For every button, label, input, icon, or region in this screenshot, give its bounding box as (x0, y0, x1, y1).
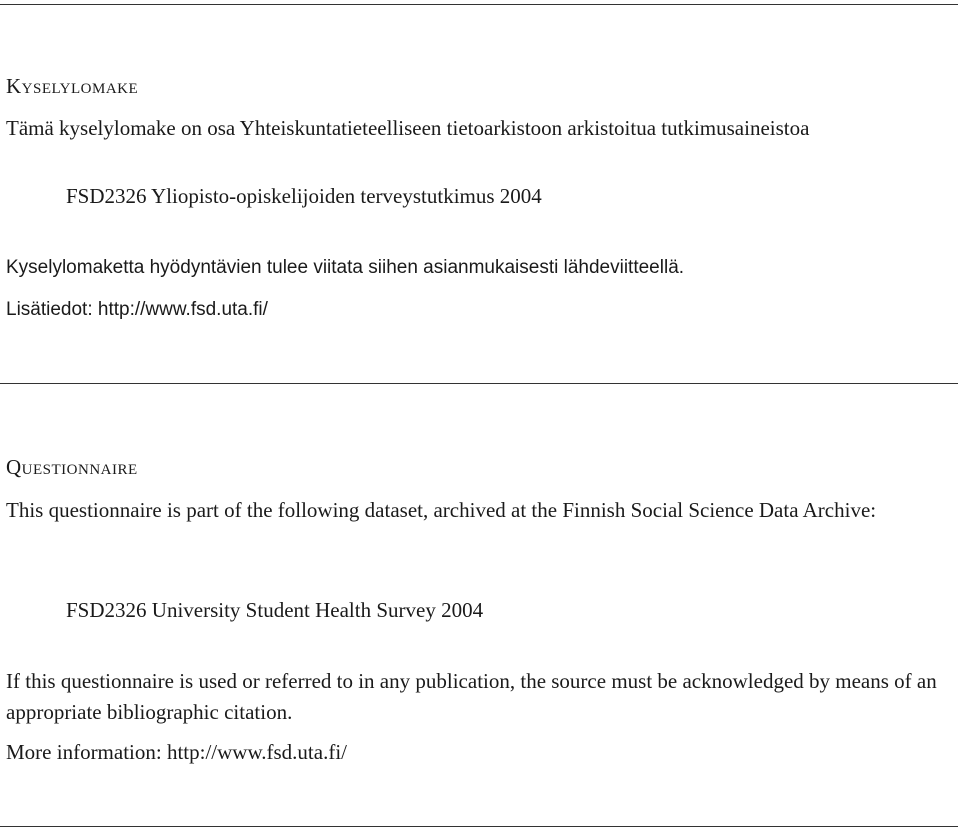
finnish-more-info: Lisätiedot: http://www.fsd.uta.fi/ (6, 299, 268, 320)
english-intro: This questionnaire is part of the following dataset, archived at the Finnish Social Science Data Archive: (6, 498, 877, 522)
middle-rule (0, 383, 958, 384)
english-more-info: More information: http://www.fsd.uta.fi/ (6, 740, 348, 764)
english-citation-note: If this questionnaire is used or referred to in any publication, the source must be acknowledged by means of an appropriate bibliographic citation. (6, 669, 937, 724)
top-rule (0, 4, 958, 5)
finnish-heading: Kyselylomake (6, 74, 139, 98)
finnish-citation-note: Kyselylomaketta hyödyntävien tulee viitata siihen asianmukaisesti lähdeviitteellä. (6, 257, 685, 278)
bottom-rule (0, 826, 958, 827)
finnish-intro: Tämä kyselylomake on osa Yhteiskuntatieteelliseen tietoarkistoon arkistoitua tutkimusaineistoa (6, 116, 810, 140)
english-heading: Questionnaire (6, 455, 138, 479)
finnish-dataset-title: FSD2326 Yliopisto-opiskelijoiden terveystutkimus 2004 (66, 184, 542, 208)
english-dataset-title: FSD2326 University Student Health Survey 2004 (66, 598, 484, 622)
